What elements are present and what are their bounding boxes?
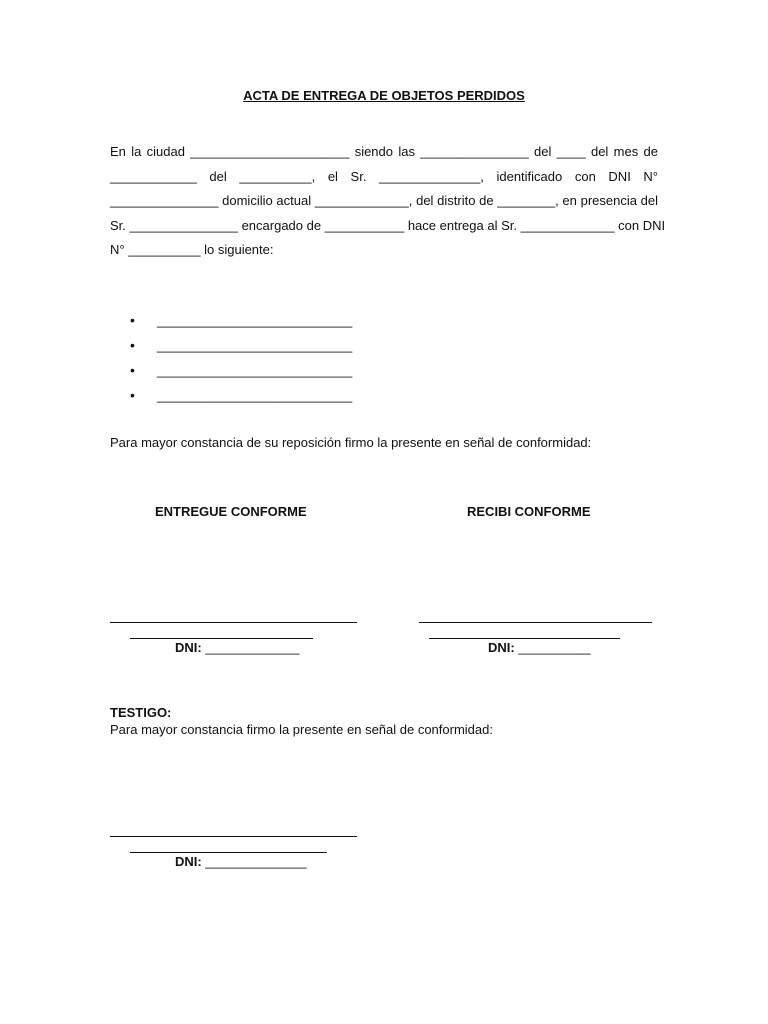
right-dni-blank: __________: [518, 640, 591, 655]
paragraph-line: ____________ del __________, el Sr. ______________, identificado con DNI N°: [110, 168, 658, 184]
items-list: [130, 308, 352, 408]
witness-dni-blank: ______________: [205, 854, 307, 869]
left-dni-blank: _____________: [205, 640, 300, 655]
witness-heading: TESTIGO:: [110, 705, 172, 720]
left-name-line: [130, 638, 313, 639]
main-paragraph: [110, 140, 666, 263]
witness-name-line: [130, 852, 327, 853]
witness-signature-line: [110, 836, 357, 837]
list-item: [130, 358, 352, 383]
bullet-icon: •: [130, 337, 135, 353]
list-item-blank: ___________________________: [157, 338, 353, 353]
list-item-blank: ___________________________: [157, 388, 353, 403]
witness-text: Para mayor constancia firmo la presente en señal de conformidad:: [110, 722, 493, 737]
bullet-icon: •: [130, 362, 135, 378]
list-item: [130, 333, 352, 358]
document-title: ACTA DE ENTREGA DE OBJETOS PERDIDOS: [243, 88, 525, 103]
bullet-icon: •: [130, 312, 135, 328]
right-name-line: [429, 638, 620, 639]
paragraph-line: Sr. _______________ encargado de ___________ hace entrega al Sr. _____________ con DNI: [110, 217, 666, 233]
list-item: [130, 383, 352, 408]
conformity-text: Para mayor constancia de su reposición firmo la presente en señal de conformidad:: [110, 435, 592, 450]
bullet-icon: •: [130, 387, 135, 403]
witness-dni-label: DNI:: [175, 854, 202, 869]
witness-dni-field: [175, 854, 307, 869]
list-item-blank: ___________________________: [157, 313, 353, 328]
right-signature-line: [419, 622, 652, 623]
right-dni-field: [488, 640, 591, 655]
right-signature-heading: RECIBI CONFORME: [467, 504, 591, 519]
left-signature-heading: ENTREGUE CONFORME: [155, 504, 307, 519]
left-dni-label: DNI:: [175, 640, 202, 655]
list-item-blank: ___________________________: [157, 363, 353, 378]
paragraph-line: N° __________ lo siguiente:: [110, 242, 274, 257]
right-dni-label: DNI:: [488, 640, 515, 655]
paragraph-line: _______________ domicilio actual _____________, del distrito de ________, en presencia del: [110, 193, 658, 208]
list-item: [130, 308, 352, 333]
paragraph-line: En la ciudad ______________________ siendo las _______________ del ____ del mes de: [110, 144, 658, 159]
left-signature-line: [110, 622, 357, 623]
left-dni-field: [175, 640, 299, 655]
